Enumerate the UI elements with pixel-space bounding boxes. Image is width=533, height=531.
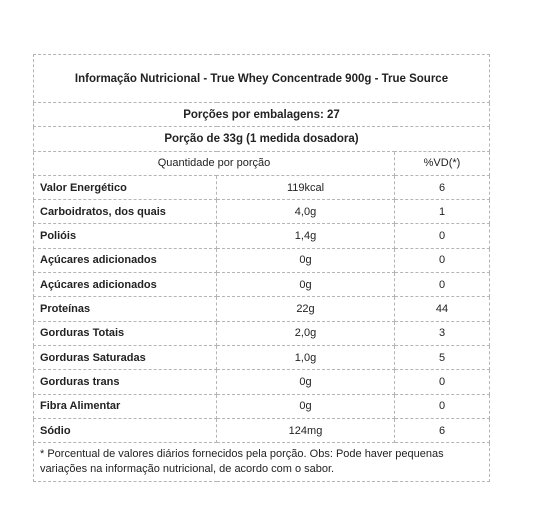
nutrient-quantity: 0g	[217, 370, 395, 394]
table-row	[34, 273, 490, 297]
table-row	[34, 297, 490, 321]
table-title: Informação Nutricional - True Whey Concentrade 900g - True Source	[34, 55, 490, 103]
vd-header: %VD(*)	[395, 151, 490, 175]
nutrient-name: Gorduras Totais	[34, 321, 217, 345]
nutrient-quantity: 1,4g	[217, 224, 395, 248]
table-row	[34, 370, 490, 394]
nutrient-quantity: 0g	[217, 394, 395, 418]
nutrient-quantity: 0g	[217, 273, 395, 297]
serving-size-row	[34, 127, 490, 151]
nutrient-name: Polióis	[34, 224, 217, 248]
nutrient-name: Fibra Alimentar	[34, 394, 217, 418]
serving-size: Porção de 33g (1 medida dosadora)	[34, 127, 490, 151]
nutrient-name: Açúcares adicionados	[34, 248, 217, 272]
nutrient-quantity: 1,0g	[217, 345, 395, 369]
nutrient-vd: 5	[395, 345, 490, 369]
nutrient-vd: 3	[395, 321, 490, 345]
column-header-row	[34, 151, 490, 175]
nutrient-name: Gorduras Saturadas	[34, 345, 217, 369]
nutrient-vd: 0	[395, 394, 490, 418]
table-row	[34, 224, 490, 248]
table-row	[34, 418, 490, 442]
nutrient-vd: 0	[395, 273, 490, 297]
footnote: * Porcentual de valores diários fornecidos pela porção. Obs: Pode haver pequenas variações na informação nutricional, de acordo com o sabor.	[34, 443, 490, 482]
servings-per-package: Porções por embalagens: 27	[34, 103, 490, 127]
table-row	[34, 321, 490, 345]
nutrient-quantity: 4,0g	[217, 200, 395, 224]
nutrient-vd: 0	[395, 224, 490, 248]
nutrient-name: Gorduras trans	[34, 370, 217, 394]
nutrient-name: Açúcares adicionados	[34, 273, 217, 297]
nutrient-vd: 44	[395, 297, 490, 321]
servings-row	[34, 103, 490, 127]
nutrient-vd: 0	[395, 370, 490, 394]
nutrient-name: Carboidratos, dos quais	[34, 200, 217, 224]
nutrient-quantity: 22g	[217, 297, 395, 321]
nutrient-quantity: 0g	[217, 248, 395, 272]
table-row	[34, 175, 490, 199]
title-row	[34, 55, 490, 103]
table-row	[34, 200, 490, 224]
footnote-row	[34, 443, 490, 482]
nutrition-facts-table	[33, 54, 490, 482]
nutrient-vd: 1	[395, 200, 490, 224]
table-row	[34, 394, 490, 418]
nutrient-name: Valor Energético	[34, 175, 217, 199]
quantity-header: Quantidade por porção	[34, 151, 395, 175]
nutrient-quantity: 124mg	[217, 418, 395, 442]
table-row	[34, 248, 490, 272]
nutrient-vd: 0	[395, 248, 490, 272]
nutrient-vd: 6	[395, 418, 490, 442]
nutrient-name: Sódio	[34, 418, 217, 442]
table-row	[34, 345, 490, 369]
nutrient-quantity: 119kcal	[217, 175, 395, 199]
nutrient-quantity: 2,0g	[217, 321, 395, 345]
nutrient-name: Proteínas	[34, 297, 217, 321]
nutrient-vd: 6	[395, 175, 490, 199]
